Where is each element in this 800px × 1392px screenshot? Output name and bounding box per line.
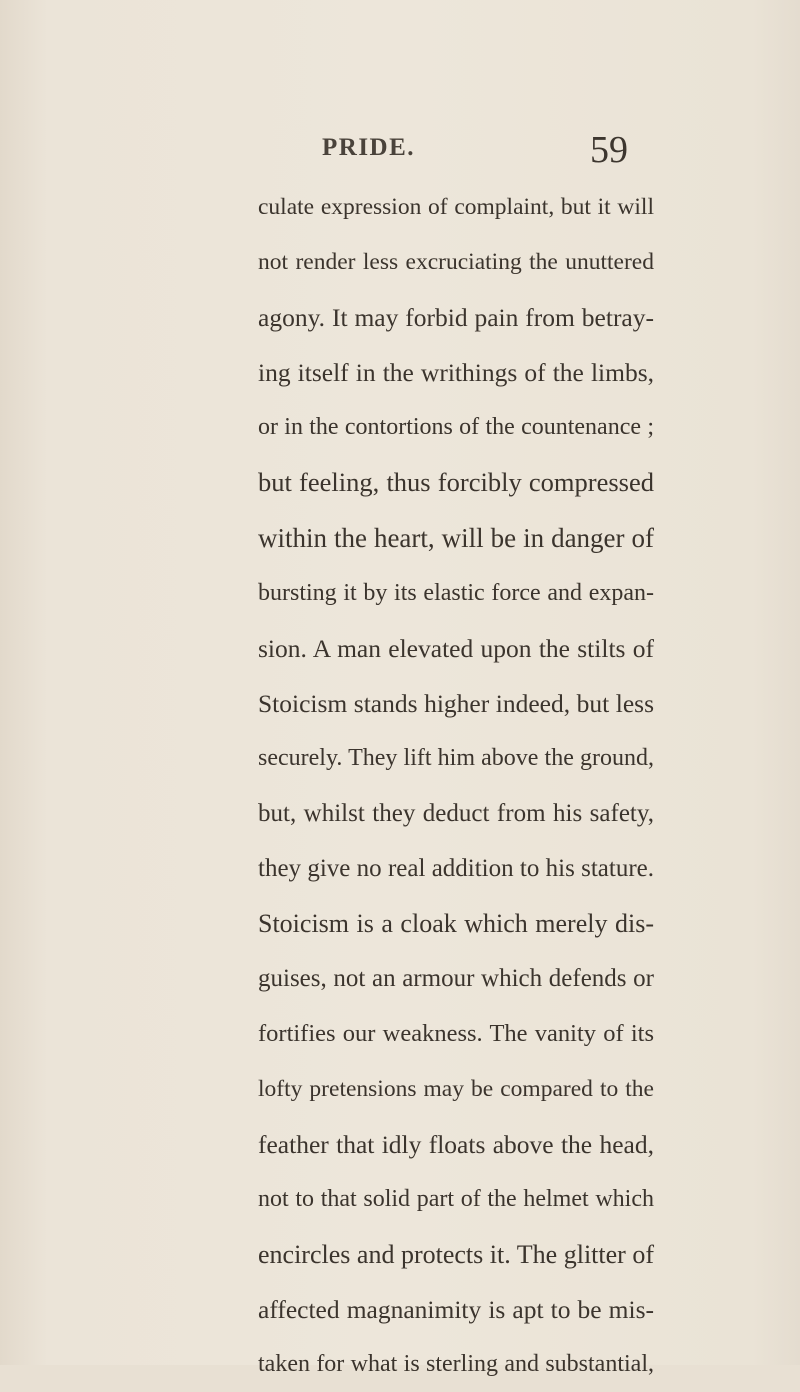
text-line: ing itself in the writhings of the limbs, (258, 358, 654, 388)
text-line: encircles and protects it. The glitter of (258, 1239, 654, 1269)
text-line: feather that idly floats above the head, (258, 1129, 654, 1159)
text-line: agony. It may forbid pain from betray- (258, 303, 654, 333)
page-number: 59 (590, 129, 628, 171)
text-line: Stoicism stands higher indeed, but less (258, 688, 654, 718)
text-line: not render less excruciating the unuttered (258, 249, 654, 276)
text-line: Stoicism is a cloak which merely dis- (258, 909, 654, 939)
text-line: not to that solid part of the helmet which (258, 1185, 654, 1212)
text-line: bursting it by its elastic force and expan- (258, 579, 654, 606)
text-line: they give no real addition to his stature. (258, 855, 654, 883)
text-line: but, whilst they deduct from his safety, (258, 800, 654, 828)
running-title: PRIDE. (322, 134, 416, 161)
body-text (258, 180, 654, 1392)
running-head (0, 130, 800, 180)
text-line: taken for what is sterling and substantial, (258, 1350, 654, 1377)
text-line: lofty pretensions may be compared to the (258, 1075, 654, 1102)
text-line: sion. A man elevated upon the stilts of (258, 633, 654, 663)
text-line: within the heart, will be in danger of (258, 522, 654, 553)
text-line: guises, not an armour which defends or (258, 965, 654, 993)
text-line: fortifies our weakness. The vanity of its (258, 1020, 654, 1048)
text-line: or in the contortions of the countenance ; (258, 414, 654, 441)
text-line: culate expression of complaint, but it will (258, 194, 654, 220)
text-line: but feeling, thus forcibly compressed (258, 467, 654, 498)
text-line: affected magnanimity is apt to be mis- (258, 1294, 654, 1324)
text-line: securely. They lift him above the ground, (258, 744, 654, 771)
